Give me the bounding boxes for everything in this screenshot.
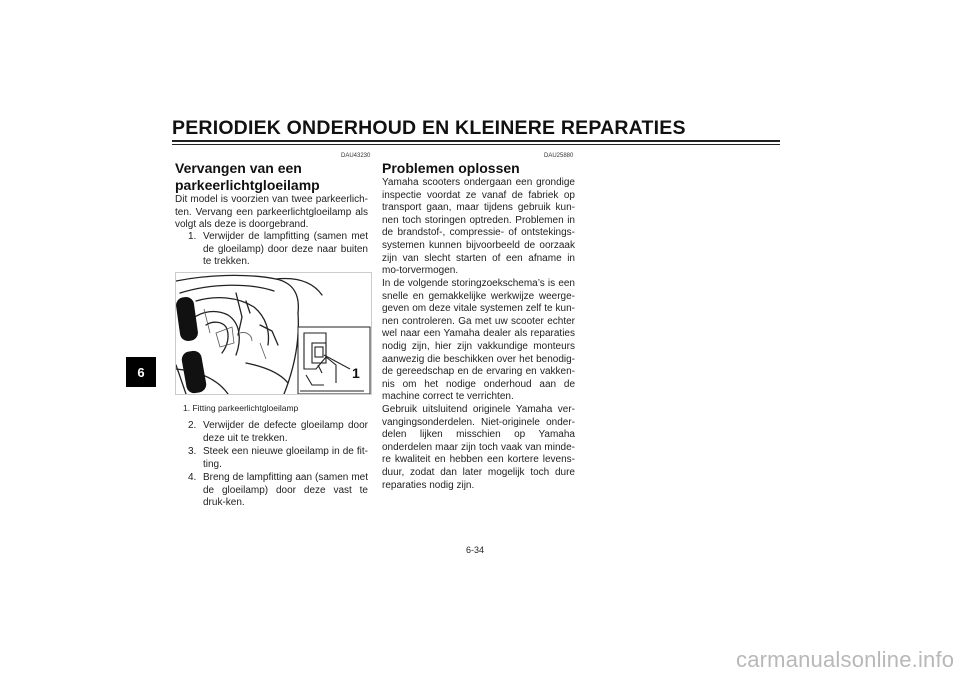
heading-line-2: parkeerlichtgloeilamp bbox=[175, 177, 320, 193]
section-code-left: DAU43230 bbox=[341, 153, 371, 159]
step-text: Verwijder de lampfitting (samen met de gloeilamp) door deze naar buiten te trekken. bbox=[203, 231, 368, 268]
heading-line-1: Vervangen van een bbox=[175, 160, 302, 176]
intro-paragraph: Dit model is voorzien van twee parkeerlich-ten. Vervang een parkeerlichtgloeilamp als volgt als deze is doorgebrand. bbox=[175, 194, 368, 231]
page-number: 6-34 bbox=[466, 545, 485, 555]
title-rule-thin bbox=[172, 144, 780, 145]
step-number: 2. bbox=[188, 420, 197, 431]
body-paragraph: Yamaha scooters ondergaan een grondige inspectie voordat ze vanaf de fabriek op transport gaan, maar tijdens gebruik kun-nen toch storingen optreden. Problemen in de brandstof-, compressie- of ontstekings-systemen kunnen bijvoorbeeld de oorzaak zijn van slecht starten of een afname in mo-torvermogen. bbox=[382, 177, 575, 277]
step-text: Steek een nieuwe gloeilamp in de fit-ting. bbox=[203, 446, 368, 470]
body-paragraph: Gebruik uitsluitend originele Yamaha ver-vangingsonderdelen. Niet-originele onder-delen lijken misschien op Yamaha onderdelen maar zijn toch vaak van minde-re kwaliteit en hebben een kortere levens-duur, zodat dan later mogelijk toch dure reparaties nodig zijn. bbox=[382, 404, 575, 491]
step-number: 4. bbox=[188, 472, 197, 483]
chapter-tab[interactable]: 6 bbox=[126, 357, 156, 387]
step-item bbox=[188, 231, 368, 269]
section-heading-right: Problemen oplossen bbox=[382, 160, 520, 176]
section-heading-left bbox=[175, 160, 375, 194]
page-title: PERIODIEK ONDERHOUD EN KLEINERE REPARATIES bbox=[172, 117, 686, 139]
step-text: Breng de lampfitting aan (samen met de gloeilamp) door deze vast te druk-ken. bbox=[203, 472, 368, 509]
step-number: 1. bbox=[188, 231, 197, 242]
figure-lamp-fitting bbox=[175, 272, 372, 395]
scooter-illustration bbox=[176, 273, 371, 394]
title-rule bbox=[172, 140, 780, 142]
step-number: 3. bbox=[188, 446, 197, 457]
watermark[interactable]: carmanualsonline.info bbox=[736, 647, 955, 672]
figure-caption: 1. Fitting parkeerlichtgloeilamp bbox=[183, 403, 299, 413]
step-item bbox=[188, 472, 368, 510]
figure-callout: 1 bbox=[352, 365, 360, 381]
section-code-right: DAU25880 bbox=[544, 153, 574, 159]
body-paragraph: In de volgende storingzoekschema’s is een snelle en gemakkelijke werkwijze weerge-geven om deze vitale systemen zelf te kun-nen controleren. Ga met uw scooter echter wel naar een Yamaha dealer als reparaties nodig zijn, hier zijn vakkundige monteurs aanwezig die beschikken over het benodig-de gereedschap en de ervaring en vakken-nis om het nodige onderhoud aan de machine correct te verrichten. bbox=[382, 278, 575, 403]
step-text: Verwijder de defecte gloeilamp door deze uit te trekken. bbox=[203, 420, 368, 444]
step-item bbox=[188, 420, 368, 445]
step-item bbox=[188, 446, 368, 471]
